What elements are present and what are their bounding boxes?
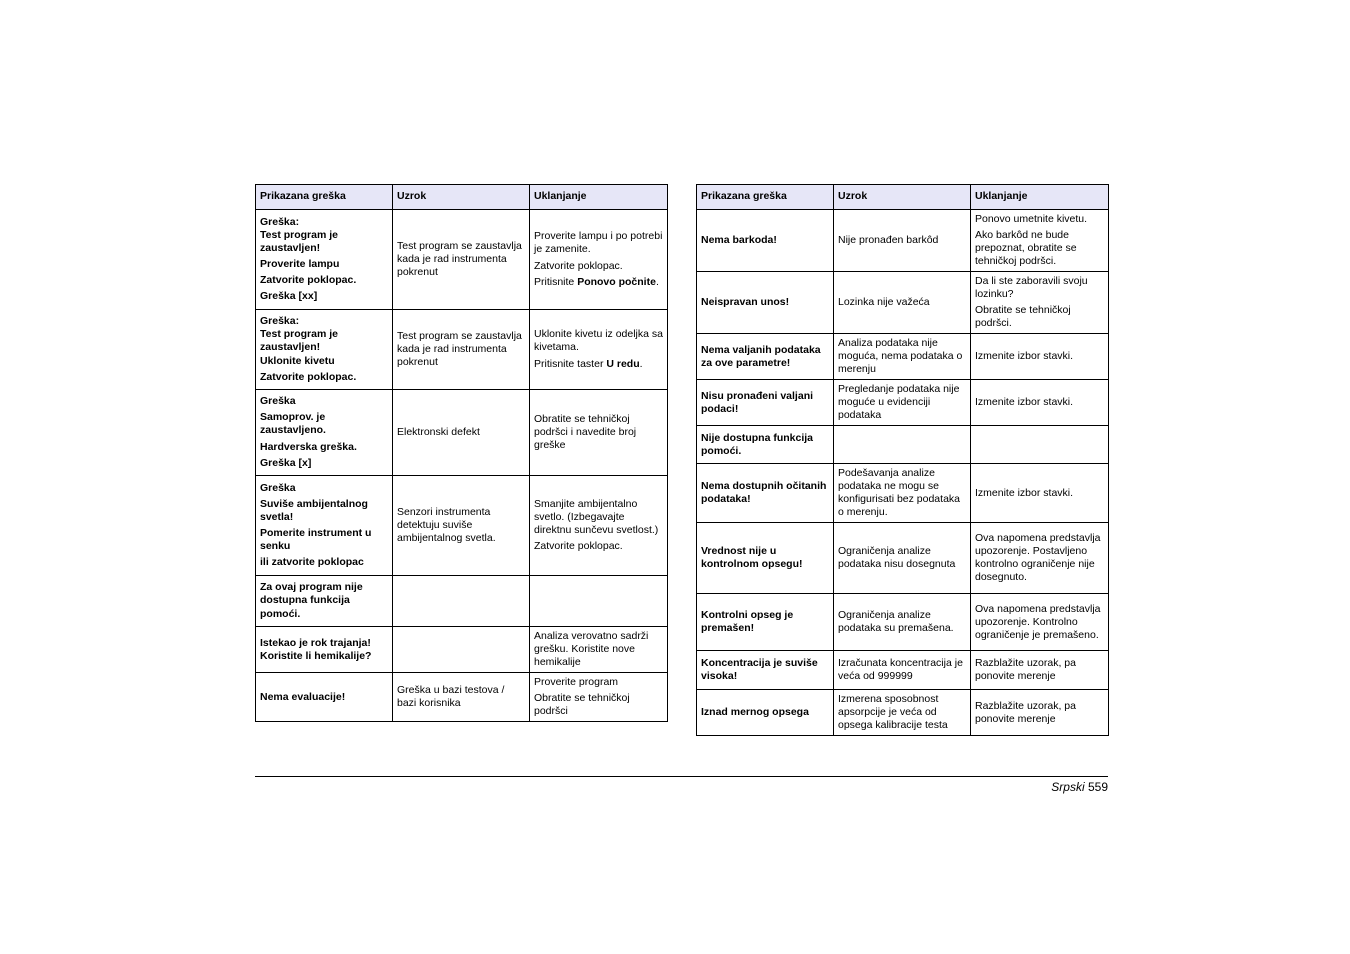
header-cause: Uzrok: [393, 185, 530, 210]
table-row: [697, 651, 1109, 690]
error-line: Za ovaj program nije dostupna funkcija pomoći.: [260, 581, 363, 620]
error-cell: [697, 594, 834, 651]
remedy-line: Proverite lampu i po potrebi je zamenite.: [534, 230, 663, 256]
table-row: [256, 310, 668, 390]
table-row: [256, 476, 668, 576]
remedy-line: Ova napomena predstavlja upozorenje. Kontrolno ograničenje je premašeno.: [975, 602, 1101, 641]
remedy-cell: [971, 380, 1109, 426]
cause-cell: [834, 523, 971, 594]
remedy-line: Pritisnite Ponovo počnite.: [534, 275, 659, 288]
cause-cell: [834, 594, 971, 651]
footer-divider: [255, 776, 1108, 777]
remedy-line: Razblažite uzorak, pa ponovite merenje: [975, 657, 1076, 683]
remedy-line: Razblažite uzorak, pa ponovite merenje: [975, 699, 1076, 725]
remedy-cell: [530, 476, 668, 576]
cause-line: Pregledanje podataka nije moguće u evidenciji podataka: [838, 383, 960, 422]
error-cell: [256, 673, 393, 722]
remedy-cell: [530, 210, 668, 310]
remedy-line: Zatvorite poklopac.: [534, 540, 623, 553]
left-error-table: [255, 184, 668, 722]
cause-cell: [393, 210, 530, 310]
table-row: [697, 210, 1109, 272]
remedy-line: Da li ste zaboravili svoju lozinku?: [975, 275, 1088, 301]
remedy-cell: [530, 673, 668, 722]
remedy-line: Smanjite ambijentalno svetlo. (Izbegavajte direktnu sunčevu svetlost.): [534, 497, 659, 536]
table-row: [697, 426, 1109, 464]
page-number: 559: [1087, 780, 1108, 794]
header-remedy: Uklanjanje: [530, 185, 668, 210]
error-cell: [697, 380, 834, 426]
cause-cell: [834, 690, 971, 736]
table-row: [256, 390, 668, 476]
error-line: Vrednost nije u kontrolnom opsegu!: [701, 545, 803, 571]
cause-cell: [393, 310, 530, 390]
error-cell: [697, 426, 834, 464]
cause-cell: [834, 426, 971, 464]
button-name: Ponovo počnite: [577, 275, 656, 288]
error-line: Nema evaluacije!: [260, 690, 346, 703]
error-line: Nije dostupna funkcija pomoći.: [701, 431, 814, 457]
table-row: [697, 272, 1109, 334]
remedy-line: Analiza verovatno sadrži grešku. Koristite nove hemikalije: [534, 630, 649, 669]
error-cell: [697, 210, 834, 272]
header-cause: Uzrok: [834, 185, 971, 210]
remedy-cell: [530, 627, 668, 673]
table-row: [256, 576, 668, 627]
error-line: Greška: Test program je zaustavljen!: [260, 215, 338, 254]
cause-cell: [393, 390, 530, 476]
error-line: Greška: [260, 481, 296, 494]
remedy-line: Obratite se tehničkoj podršci i navedite broj greške: [534, 412, 637, 451]
remedy-line: Izmenite izbor stavki.: [975, 396, 1074, 409]
cause-line: Nije pronađen barkôd: [838, 234, 939, 247]
error-cell: [256, 210, 393, 310]
remedy-cell: [530, 576, 668, 627]
cause-line: Izmerena sposobnost apsorpcije je veća od opsega kalibracije testa: [838, 693, 948, 732]
error-line: Hardverska greška.: [260, 440, 357, 453]
remedy-line: Obratite se tehničkoj podršci.: [975, 304, 1071, 330]
error-line: Greška: [260, 395, 296, 408]
header-displayed-error: Prikazana greška: [256, 185, 393, 210]
cause-cell: [834, 651, 971, 690]
error-line: Kontrolni opseg je premašen!: [701, 609, 794, 635]
cause-line: Ograničenja analize podataka nisu dosegnuta: [838, 545, 956, 571]
error-line: Iznad mernog opsega: [701, 706, 809, 719]
error-cell: [256, 310, 393, 390]
error-line: Greška: Test program je zaustavljen! Uklonite kivetu: [260, 315, 338, 367]
error-cell: [256, 476, 393, 576]
remedy-cell: [971, 523, 1109, 594]
cause-line: Test program se zaustavlja kada je rad instrumenta pokrenut: [397, 239, 522, 278]
error-line: Nisu pronađeni valjani podaci!: [701, 389, 814, 415]
error-cell: [256, 627, 393, 673]
error-line: Greška [x]: [260, 456, 312, 469]
remedy-line: Ako barkôd ne bude prepoznat, obratite se tehničkoj podršci.: [975, 229, 1077, 268]
error-line: Suviše ambijentalnog svetla!: [260, 497, 368, 523]
remedy-line: Zatvorite poklopac.: [534, 259, 623, 272]
error-cell: [697, 272, 834, 334]
table-row: [256, 210, 668, 310]
cause-line: Senzori instrumenta detektuju suviše ambijentalnog svetla.: [397, 505, 496, 544]
table-row: [697, 690, 1109, 736]
remedy-line: Pritisnite taster U redu.: [534, 357, 643, 370]
cause-line: Test program se zaustavlja kada je rad instrumenta pokrenut: [397, 329, 522, 368]
button-name: U redu: [606, 357, 640, 370]
remedy-cell: [971, 334, 1109, 380]
error-cell: [697, 651, 834, 690]
error-line: Samoprov. je zaustavljeno.: [260, 411, 326, 437]
cause-cell: [834, 272, 971, 334]
cause-cell: [393, 627, 530, 673]
remedy-cell: [971, 210, 1109, 272]
error-cell: [697, 523, 834, 594]
error-cell: [256, 390, 393, 476]
table-header-row: [697, 185, 1109, 210]
error-cell: [697, 690, 834, 736]
error-line: Neispravan unos!: [701, 296, 790, 309]
cause-line: Podešavanja analize podataka ne mogu se konfigurisati bez podataka o merenju.: [838, 467, 960, 519]
remedy-line: Obratite se tehničkoj podršci: [534, 692, 630, 718]
cause-cell: [393, 576, 530, 627]
error-cell: [697, 334, 834, 380]
remedy-cell: [530, 390, 668, 476]
table-row: [697, 594, 1109, 651]
error-cell: [697, 464, 834, 523]
cause-cell: [834, 334, 971, 380]
error-line: Proverite lampu: [260, 258, 340, 270]
header-displayed-error: Prikazana greška: [697, 185, 834, 210]
remedy-line: Ponovo umetnite kivetu.: [975, 213, 1088, 225]
page-footer: [1051, 780, 1108, 794]
error-line: Pomerite instrument u senku: [260, 527, 372, 553]
remedy-line: Ova napomena predstavlja upozorenje. Postavljeno kontrolno ograničenje nije dosegnuto.: [975, 532, 1101, 584]
cause-line: Izračunata koncentracija je veća od 999999: [838, 657, 963, 683]
error-line: Nema barkoda!: [701, 234, 777, 247]
right-error-table: [696, 184, 1109, 736]
cause-line: Elektronski defekt: [397, 425, 480, 438]
cause-cell: [393, 476, 530, 576]
header-remedy: Uklanjanje: [971, 185, 1109, 210]
cause-line: Greška u bazi testova / bazi korisnika: [397, 684, 505, 710]
cause-cell: [834, 210, 971, 272]
cause-line: Ograničenja analize podataka su premašena.: [838, 609, 954, 635]
table-row: [256, 673, 668, 722]
table-row: [697, 380, 1109, 426]
remedy-cell: [971, 690, 1109, 736]
remedy-cell: [971, 272, 1109, 334]
remedy-cell: [971, 651, 1109, 690]
cause-cell: [834, 464, 971, 523]
error-line: ili zatvorite poklopac: [260, 556, 364, 569]
error-line: Nema dostupnih očitanih podataka!: [701, 480, 827, 506]
table-row: [697, 523, 1109, 594]
error-line: Nema valjanih podataka za ove parametre!: [701, 343, 821, 369]
remedy-line: Izmenite izbor stavki.: [975, 486, 1074, 499]
table-row: [697, 464, 1109, 523]
error-line: Greška [xx]: [260, 290, 318, 303]
cause-cell: [834, 380, 971, 426]
error-line: Zatvorite poklopac.: [260, 274, 357, 287]
cause-line: Lozinka nije važeća: [838, 296, 930, 309]
remedy-line: Uklonite kivetu iz odeljka sa kivetama.: [534, 328, 663, 354]
table-row: [697, 334, 1109, 380]
remedy-cell: [971, 594, 1109, 651]
remedy-cell: [530, 310, 668, 390]
error-cell: [256, 576, 393, 627]
remedy-line: Izmenite izbor stavki.: [975, 350, 1074, 363]
remedy-cell: [971, 426, 1109, 464]
error-line: Koncentracija je suviše visoka!: [701, 657, 818, 683]
cause-cell: [393, 673, 530, 722]
remedy-cell: [971, 464, 1109, 523]
remedy-line: Proverite program: [534, 676, 619, 689]
error-line: Istekao je rok trajanja! Koristite li hemikalije?: [260, 636, 372, 662]
table-row: [256, 627, 668, 673]
cause-line: Analiza podataka nije moguća, nema podataka o merenju: [838, 337, 963, 376]
table-header-row: [256, 185, 668, 210]
error-line: Zatvorite poklopac.: [260, 370, 357, 383]
footer-language: Srpski: [1051, 780, 1085, 794]
